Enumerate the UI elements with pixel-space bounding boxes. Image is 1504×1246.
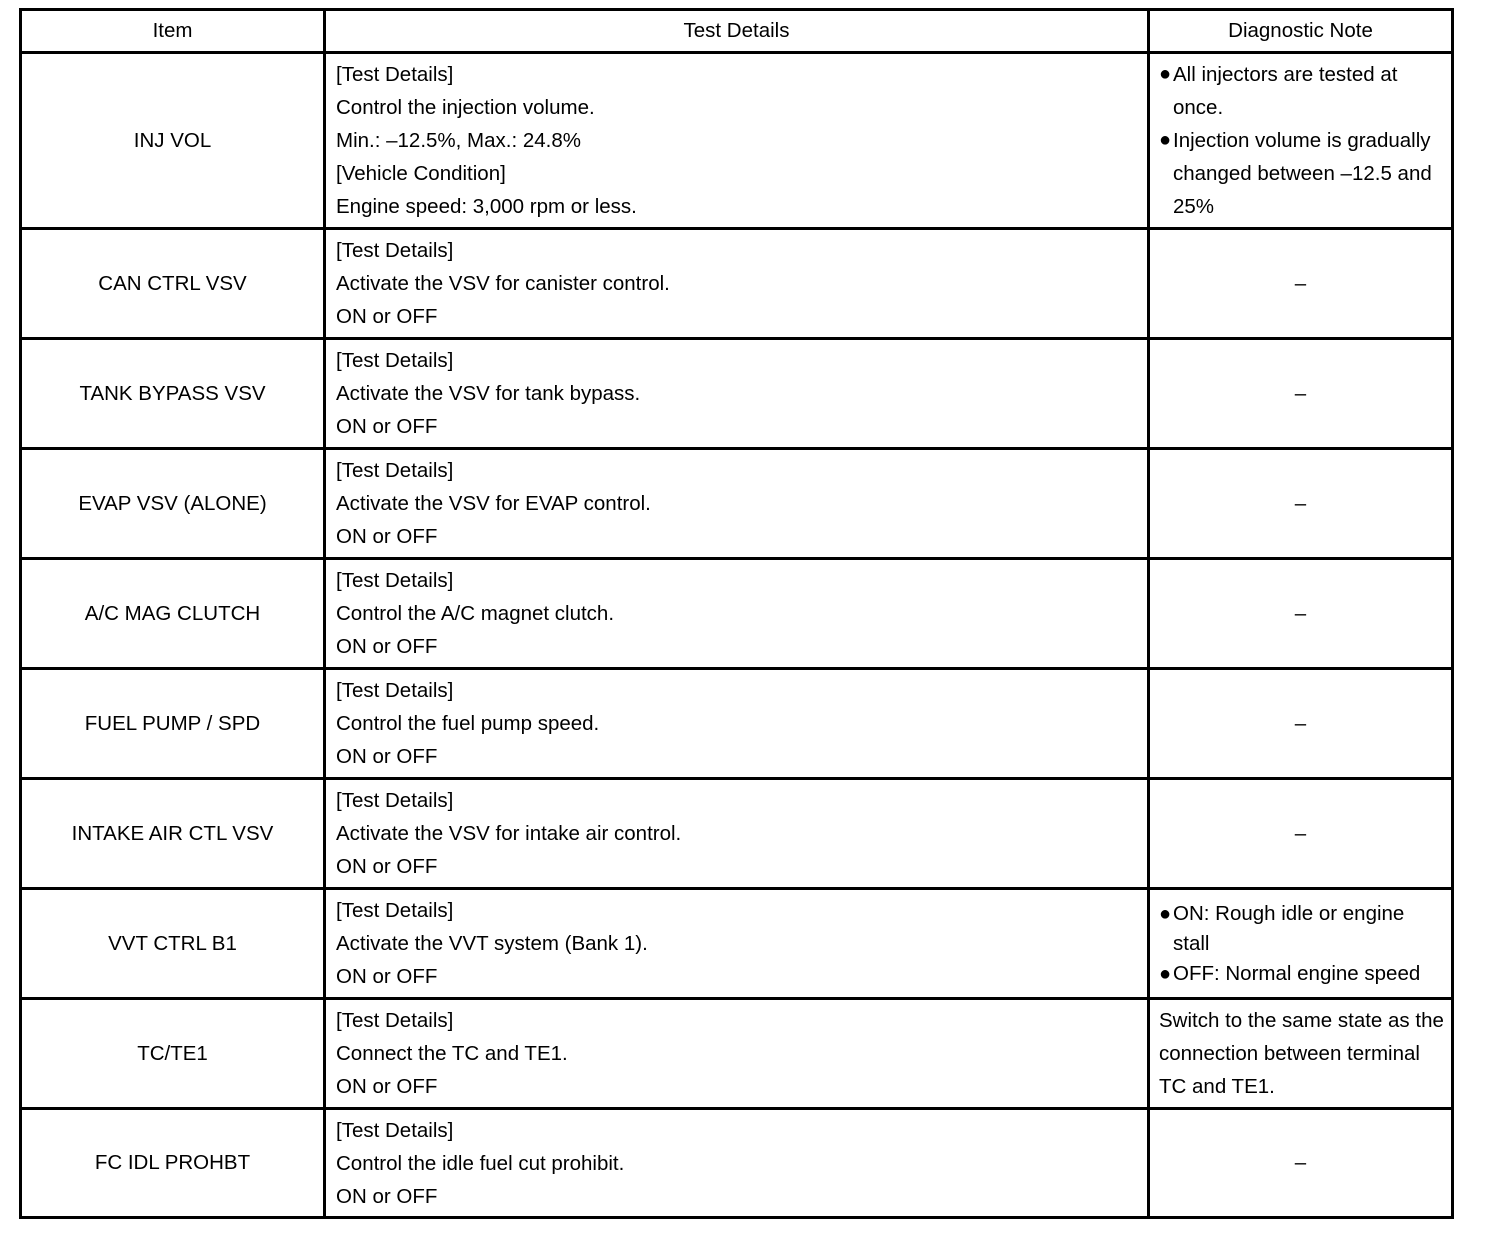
note-dash: – <box>1294 601 1307 625</box>
detail-line: [Test Details] <box>336 679 454 702</box>
row-test-details <box>325 669 1149 779</box>
row-item-name: INTAKE AIR CTL VSV <box>21 779 325 889</box>
detail-line: Control the fuel pump speed. <box>336 712 600 735</box>
note-bullet-text: OFF: Normal engine speed <box>1173 961 1421 985</box>
row-item-name: VVT CTRL B1 <box>21 889 325 999</box>
detail-line: [Vehicle Condition] <box>336 162 506 185</box>
row-test-details <box>325 779 1149 889</box>
detail-line: Control the injection volume. <box>336 96 595 119</box>
table-row <box>21 449 1453 559</box>
detail-line: Control the A/C magnet clutch. <box>336 602 615 625</box>
detail-line: [Test Details] <box>336 1118 454 1142</box>
row-test-details <box>325 449 1149 559</box>
detail-line: Activate the VVT system (Bank 1). <box>336 932 648 955</box>
detail-line: ON or OFF <box>336 525 438 548</box>
note-dash: – <box>1294 711 1307 735</box>
note-bullet <box>1159 124 1445 223</box>
note-bullet <box>1159 899 1445 959</box>
detail-line: ON or OFF <box>336 965 438 988</box>
detail-line: [Test Details] <box>336 789 454 812</box>
table-row <box>21 53 1453 229</box>
row-diagnostic-note <box>1149 669 1453 779</box>
header-diagnostic-note: Diagnostic Note <box>1149 10 1453 53</box>
table-row <box>21 999 1453 1109</box>
note-dash: – <box>1294 1151 1307 1174</box>
note-dash: – <box>1294 821 1307 845</box>
detail-line: Activate the VSV for tank bypass. <box>336 382 641 405</box>
bullet-dot-icon: ● <box>1159 63 1172 85</box>
note-dash: – <box>1294 271 1307 295</box>
row-test-details <box>325 889 1149 999</box>
note-bullet <box>1159 58 1445 124</box>
detail-line: ON or OFF <box>336 305 438 328</box>
detail-line: [Test Details] <box>336 459 454 482</box>
detail-line: Engine speed: 3,000 rpm or less. <box>336 195 637 218</box>
row-diagnostic-note <box>1149 229 1453 339</box>
row-item-name: FC IDL PROHBT <box>21 1109 325 1218</box>
header-test-details: Test Details <box>325 10 1149 53</box>
detail-line: [Test Details] <box>336 239 454 262</box>
row-item-name: TC/TE1 <box>21 999 325 1109</box>
row-diagnostic-note <box>1149 449 1453 559</box>
note-bullet-text: All injectors are tested at once. <box>1173 63 1398 119</box>
row-item-name: EVAP VSV (ALONE) <box>21 449 325 559</box>
table-row <box>21 669 1453 779</box>
row-diagnostic-note <box>1149 1109 1453 1218</box>
row-item-name: TANK BYPASS VSV <box>21 339 325 449</box>
bullet-dot-icon: ● <box>1159 129 1172 151</box>
detail-line: ON or OFF <box>336 855 438 878</box>
table-body <box>21 53 1453 1218</box>
row-diagnostic-note <box>1149 559 1453 669</box>
row-diagnostic-note <box>1149 339 1453 449</box>
detail-line: ON or OFF <box>336 1184 438 1208</box>
detail-line: Activate the VSV for canister control. <box>336 272 670 295</box>
detail-line: Activate the VSV for intake air control. <box>336 822 682 845</box>
bullet-dot-icon: ● <box>1159 902 1172 925</box>
row-test-details <box>325 559 1149 669</box>
detail-line: [Test Details] <box>336 899 454 922</box>
detail-line: ON or OFF <box>336 415 438 438</box>
row-diagnostic-note <box>1149 889 1453 999</box>
row-item-name: INJ VOL <box>21 53 325 229</box>
row-test-details <box>325 1109 1149 1218</box>
detail-line: [Test Details] <box>336 569 454 592</box>
header-row <box>21 10 1453 53</box>
row-diagnostic-note <box>1149 779 1453 889</box>
row-diagnostic-note <box>1149 53 1453 229</box>
note-bullet <box>1159 959 1445 989</box>
active-test-table <box>19 8 1454 1219</box>
table-row <box>21 339 1453 449</box>
note-text: Switch to the same state as the connection between terminal TC and TE1. <box>1159 1009 1444 1098</box>
detail-line: Activate the VSV for EVAP control. <box>336 492 651 515</box>
header-item: Item <box>21 10 325 53</box>
row-diagnostic-note <box>1149 999 1453 1109</box>
note-bullet-text: Injection volume is gradually changed between –12.5 and 25% <box>1173 129 1432 218</box>
detail-line: ON or OFF <box>336 635 438 658</box>
detail-line: ON or OFF <box>336 1075 438 1098</box>
row-test-details <box>325 53 1149 229</box>
note-bullet-text: ON: Rough idle or engine stall <box>1173 901 1405 955</box>
detail-line: Control the idle fuel cut prohibit. <box>336 1151 625 1175</box>
note-dash: – <box>1294 491 1307 515</box>
row-test-details <box>325 339 1149 449</box>
table-row <box>21 779 1453 889</box>
table-row <box>21 889 1453 999</box>
detail-line: [Test Details] <box>336 63 454 86</box>
row-item-name: CAN CTRL VSV <box>21 229 325 339</box>
row-item-name: FUEL PUMP / SPD <box>21 669 325 779</box>
row-test-details <box>325 999 1149 1109</box>
note-dash: – <box>1294 381 1307 405</box>
detail-line: [Test Details] <box>336 1009 454 1032</box>
row-item-name: A/C MAG CLUTCH <box>21 559 325 669</box>
detail-line: Min.: –12.5%, Max.: 24.8% <box>336 129 581 152</box>
table-row <box>21 229 1453 339</box>
detail-line: [Test Details] <box>336 349 454 372</box>
detail-line: Connect the TC and TE1. <box>336 1042 568 1065</box>
detail-line: ON or OFF <box>336 745 438 768</box>
table-row <box>21 559 1453 669</box>
table-row <box>21 1109 1453 1218</box>
bullet-dot-icon: ● <box>1159 962 1172 985</box>
row-test-details <box>325 229 1149 339</box>
